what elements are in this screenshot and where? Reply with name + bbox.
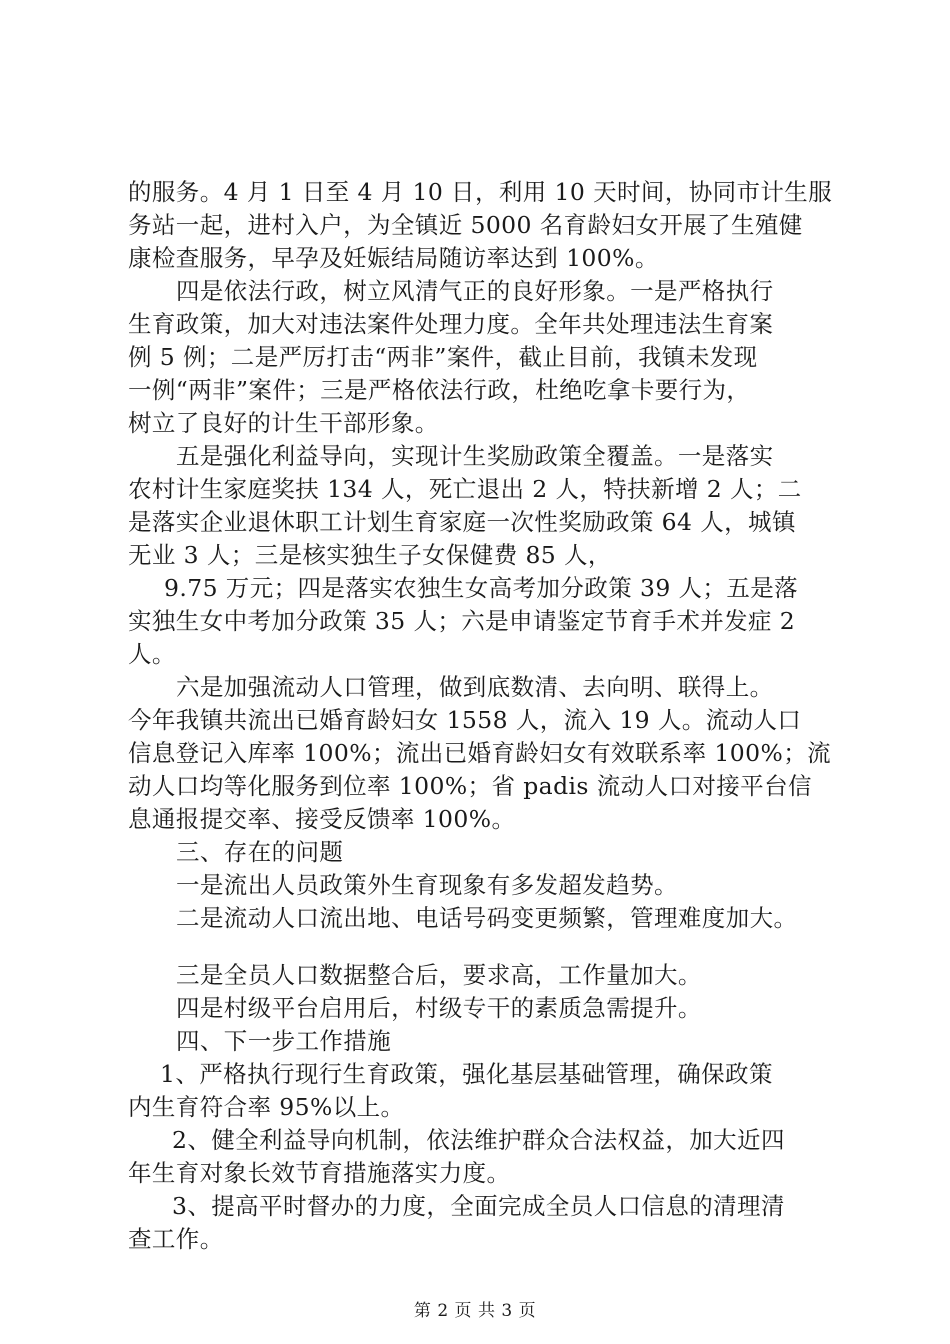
- paragraph-line: 3、提高平时督办的力度，全面完成全员人口信息的清理清: [172, 1192, 785, 1220]
- paragraph-line: 2、健全利益导向机制，依法维护群众合法权益，加大近四: [172, 1126, 785, 1154]
- paragraph-line: 息通报提交率、接受反馈率 100%。: [128, 805, 516, 833]
- paragraph-line: 的服务。4 月 1 日至 4 月 10 日，利用 10 天时间，协同市计生服: [128, 178, 833, 206]
- paragraph-line: 无业 3 人；三是核实独生子女保健费 85 人，: [128, 541, 612, 569]
- paragraph-line: 一例“两非”案件；三是严格依法行政，杜绝吃拿卡要行为，: [128, 376, 751, 404]
- paragraph-line: 是落实企业退休职工计划生育家庭一次性奖励政策 64 人，城镇: [128, 508, 796, 536]
- paragraph-line: 四是村级平台启用后，村级专干的素质急需提升。: [176, 994, 702, 1022]
- paragraph-line: 实独生女中考加分政策 35 人；六是申请鉴定节育手术并发症 2: [128, 607, 796, 635]
- paragraph-line: 生育政策，加大对违法案件处理力度。全年共处理违法生育案: [128, 310, 774, 338]
- paragraph-line: 务站一起，进村入户，为全镇近 5000 名育龄妇女开展了生殖健: [128, 211, 803, 239]
- section-heading: 三、存在的问题: [176, 838, 344, 866]
- paragraph-line: 康检查服务，早孕及妊娠结局随访率达到 100%。: [128, 244, 659, 272]
- paragraph-line: 人。: [128, 640, 176, 668]
- paragraph-line: 六是加强流动人口管理，做到底数清、去向明、联得上。: [176, 673, 774, 701]
- page-footer: 第 2 页 共 3 页: [413, 1301, 537, 1321]
- paragraph-line: 年生育对象长效节育措施落实力度。: [128, 1159, 511, 1187]
- paragraph-line: 查工作。: [128, 1225, 224, 1253]
- paragraph-line: 9.75 万元；四是落实农独生女高考加分政策 39 人；五是落: [164, 574, 799, 602]
- paragraph-line: 动人口均等化服务到位率 100%；省 padis 流动人口对接平台信: [128, 772, 812, 800]
- paragraph-line: 今年我镇共流出已婚育龄妇女 1558 人，流入 19 人。流动人口: [128, 706, 802, 734]
- paragraph-line: 信息登记入库率 100%；流出已婚育龄妇女有效联系率 100%；流: [128, 739, 832, 767]
- paragraph-line: 一是流出人员政策外生育现象有多发超发趋势。: [176, 871, 678, 899]
- paragraph-line: 例 5 例；二是严厉打击“两非”案件，截止目前，我镇未发现: [128, 343, 758, 371]
- paragraph-line: 五是强化利益导向，实现计生奖励政策全覆盖。一是落实: [176, 442, 774, 470]
- paragraph-line: 三是全员人口数据整合后，要求高，工作量加大。: [176, 961, 702, 989]
- paragraph-line: 树立了良好的计生干部形象。: [128, 409, 439, 437]
- paragraph-line: 农村计生家庭奖扶 134 人，死亡退出 2 人，特扶新增 2 人；二: [128, 475, 802, 503]
- paragraph-line: 内生育符合率 95%以上。: [128, 1093, 405, 1121]
- paragraph-line: 二是流动人口流出地、电话号码变更频繁，管理难度加大。: [176, 904, 798, 932]
- section-heading: 四、下一步工作措施: [176, 1027, 392, 1055]
- paragraph-line: 四是依法行政，树立风清气正的良好形象。一是严格执行: [176, 277, 774, 305]
- paragraph-line: 1、严格执行现行生育政策，强化基层基础管理，确保政策: [160, 1060, 773, 1088]
